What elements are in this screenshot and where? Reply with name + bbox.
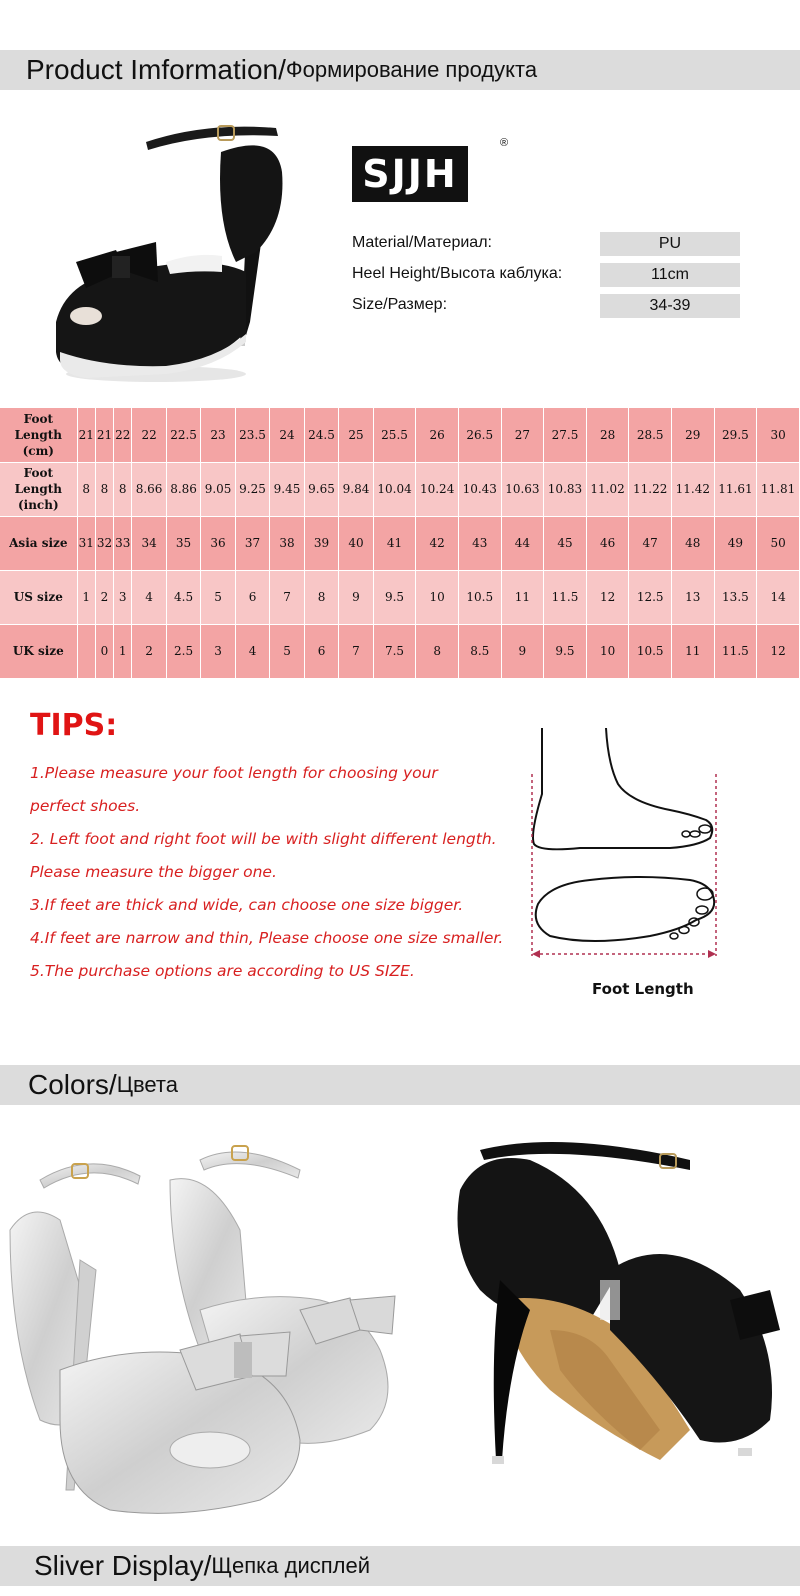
size-table-cell: 8 bbox=[77, 462, 95, 516]
section-header-silver-display bbox=[0, 1546, 800, 1586]
size-table-row-header: UK size bbox=[0, 624, 77, 678]
size-table-cell: 9.65 bbox=[304, 462, 338, 516]
tips-title: TIPS: bbox=[30, 708, 118, 743]
product-image-black-sandal bbox=[46, 112, 296, 390]
size-table-cell: 22 bbox=[132, 408, 166, 462]
spec-label: Material/Материал: bbox=[352, 234, 492, 251]
product-image-black-sandal-back bbox=[440, 1130, 790, 1530]
section-title-en: Product Imformation/ bbox=[26, 54, 286, 85]
size-table-cell: 2 bbox=[95, 570, 113, 624]
size-table-cell: 9.5 bbox=[373, 570, 416, 624]
size-table-cell: 10.63 bbox=[501, 462, 544, 516]
section-title-ru: Формирование продукта bbox=[285, 57, 538, 82]
size-table-cell: 23 bbox=[201, 408, 235, 462]
tip-line: perfect shoes. bbox=[30, 797, 141, 815]
size-table-cell: 8 bbox=[304, 570, 338, 624]
section-title-ru: Щепка дисплей bbox=[211, 1553, 371, 1578]
size-table-cell: 41 bbox=[373, 516, 416, 570]
size-table-cell: 26 bbox=[416, 408, 459, 462]
size-table-cell: 38 bbox=[270, 516, 304, 570]
size-table-cell: 9.45 bbox=[270, 462, 304, 516]
section-title-ru: Цвета bbox=[116, 1072, 178, 1097]
foot-length-diagram bbox=[520, 724, 740, 1004]
tip-line: 1.Please measure your foot length for choosing your bbox=[30, 764, 438, 782]
size-table-cell: 37 bbox=[235, 516, 269, 570]
size-table-cell: 25.5 bbox=[373, 408, 416, 462]
size-table-cell: 27 bbox=[501, 408, 544, 462]
size-table-cell bbox=[77, 624, 95, 678]
size-table-cell: 9.05 bbox=[201, 462, 235, 516]
section-header-colors bbox=[0, 1065, 800, 1105]
spec-label: Size/Размер: bbox=[352, 296, 448, 313]
size-table-cell: 45 bbox=[544, 516, 587, 570]
size-table-cell: 23.5 bbox=[235, 408, 269, 462]
size-table-cell: 13 bbox=[672, 570, 715, 624]
size-table-cell: 8.5 bbox=[458, 624, 501, 678]
size-table-cell: 10.5 bbox=[629, 624, 672, 678]
size-table-cell: 49 bbox=[714, 516, 757, 570]
size-chart-table bbox=[0, 408, 800, 679]
size-table-cell: 39 bbox=[304, 516, 338, 570]
size-table-cell: 24.5 bbox=[304, 408, 338, 462]
size-table-cell: 10.24 bbox=[416, 462, 459, 516]
size-table-cell: 48 bbox=[672, 516, 715, 570]
size-table-cell: 10 bbox=[586, 624, 629, 678]
size-table-cell: 35 bbox=[166, 516, 200, 570]
size-table-cell: 27.5 bbox=[544, 408, 587, 462]
size-table-cell: 7 bbox=[270, 570, 304, 624]
tip-line: 2. Left foot and right foot will be with slight different length. bbox=[30, 830, 497, 848]
size-table-cell: 11.42 bbox=[672, 462, 715, 516]
size-table-row-header: Foot Length (inch) bbox=[0, 462, 77, 516]
size-table-cell: 2.5 bbox=[166, 624, 200, 678]
size-table-cell: 42 bbox=[416, 516, 459, 570]
size-table-cell: 9.25 bbox=[235, 462, 269, 516]
size-table-cell: 47 bbox=[629, 516, 672, 570]
size-table-cell: 3 bbox=[201, 624, 235, 678]
section-title-en: Colors/ bbox=[28, 1069, 117, 1100]
size-table-cell: 4 bbox=[132, 570, 166, 624]
size-table-cell: 6 bbox=[304, 624, 338, 678]
product-image-silver-sandals bbox=[0, 1120, 430, 1530]
size-table-cell: 7 bbox=[339, 624, 373, 678]
spec-label: Heel Height/Высота каблука: bbox=[352, 265, 563, 282]
spec-value: 34-39 bbox=[600, 294, 740, 318]
size-table-cell: 44 bbox=[501, 516, 544, 570]
size-table-cell: 36 bbox=[201, 516, 235, 570]
size-table-cell: 30 bbox=[757, 408, 800, 462]
spec-row-size bbox=[352, 294, 744, 318]
spec-row-heel-height bbox=[352, 263, 744, 287]
size-table-cell: 10.43 bbox=[458, 462, 501, 516]
size-table-cell: 40 bbox=[339, 516, 373, 570]
size-table-row bbox=[0, 624, 800, 678]
size-table-cell: 9 bbox=[339, 570, 373, 624]
section-title-en: Sliver Display/ bbox=[34, 1550, 212, 1581]
size-table-cell: 4.5 bbox=[166, 570, 200, 624]
size-table-cell: 8 bbox=[416, 624, 459, 678]
section-header-product-info bbox=[0, 50, 800, 90]
size-table-cell: 25 bbox=[339, 408, 373, 462]
size-table-cell: 43 bbox=[458, 516, 501, 570]
size-table-cell: 33 bbox=[114, 516, 132, 570]
foot-length-caption: Foot Length bbox=[592, 980, 694, 998]
size-table-cell: 10.5 bbox=[458, 570, 501, 624]
size-table-cell: 9.84 bbox=[339, 462, 373, 516]
size-table-cell: 3 bbox=[114, 570, 132, 624]
size-table-cell: 31 bbox=[77, 516, 95, 570]
size-table-cell: 11 bbox=[672, 624, 715, 678]
size-table-cell: 6 bbox=[235, 570, 269, 624]
size-table-row-header: Foot Length (cm) bbox=[0, 408, 77, 462]
size-table-cell: 11.81 bbox=[757, 462, 800, 516]
spec-value: 11cm bbox=[600, 263, 740, 287]
size-table-cell: 8 bbox=[114, 462, 132, 516]
size-table-cell: 9 bbox=[501, 624, 544, 678]
size-table-cell: 8 bbox=[95, 462, 113, 516]
size-table-cell: 28.5 bbox=[629, 408, 672, 462]
spec-value: PU bbox=[600, 232, 740, 256]
size-table-cell: 32 bbox=[95, 516, 113, 570]
size-table-cell: 14 bbox=[757, 570, 800, 624]
size-table-cell: 1 bbox=[114, 624, 132, 678]
size-table-cell: 11.22 bbox=[629, 462, 672, 516]
brand-logo-text: SJJH bbox=[362, 152, 458, 196]
spec-row-material bbox=[352, 232, 744, 256]
size-table-cell: 11.5 bbox=[544, 570, 587, 624]
size-table-cell: 10 bbox=[416, 570, 459, 624]
size-table-cell: 24 bbox=[270, 408, 304, 462]
size-table-cell: 11 bbox=[501, 570, 544, 624]
size-table-cell: 11.61 bbox=[714, 462, 757, 516]
size-table-cell: 12 bbox=[757, 624, 800, 678]
size-table-cell: 21 bbox=[95, 408, 113, 462]
size-table-cell: 9.5 bbox=[544, 624, 587, 678]
size-table-cell: 8.86 bbox=[166, 462, 200, 516]
size-table-cell: 10.83 bbox=[544, 462, 587, 516]
size-table-cell: 29 bbox=[672, 408, 715, 462]
size-table-cell: 28 bbox=[586, 408, 629, 462]
size-table-cell: 22.5 bbox=[166, 408, 200, 462]
size-table-cell: 12 bbox=[586, 570, 629, 624]
size-table-cell: 1 bbox=[77, 570, 95, 624]
size-table-cell: 4 bbox=[235, 624, 269, 678]
size-table-cell: 8.66 bbox=[132, 462, 166, 516]
size-table-cell: 29.5 bbox=[714, 408, 757, 462]
size-table-cell: 12.5 bbox=[629, 570, 672, 624]
size-table-cell: 0 bbox=[95, 624, 113, 678]
size-table-row bbox=[0, 462, 800, 516]
size-table-cell: 5 bbox=[201, 570, 235, 624]
size-table-cell: 34 bbox=[132, 516, 166, 570]
size-table-cell: 21 bbox=[77, 408, 95, 462]
tip-line: Please measure the bigger one. bbox=[30, 863, 277, 881]
size-table-row bbox=[0, 516, 800, 570]
size-table-cell: 10.04 bbox=[373, 462, 416, 516]
size-table-cell: 11.02 bbox=[586, 462, 629, 516]
tip-line: 4.If feet are narrow and thin, Please choose one size smaller. bbox=[30, 929, 504, 947]
size-table-cell: 26.5 bbox=[458, 408, 501, 462]
size-table-cell: 5 bbox=[270, 624, 304, 678]
size-table-cell: 13.5 bbox=[714, 570, 757, 624]
size-table-row-header: US size bbox=[0, 570, 77, 624]
size-table-cell: 46 bbox=[586, 516, 629, 570]
size-table-row-header: Asia size bbox=[0, 516, 77, 570]
size-table-cell: 22 bbox=[114, 408, 132, 462]
brand-logo bbox=[352, 146, 468, 202]
size-table-cell: 2 bbox=[132, 624, 166, 678]
size-table-row bbox=[0, 570, 800, 624]
size-table-cell: 7.5 bbox=[373, 624, 416, 678]
size-table-cell: 50 bbox=[757, 516, 800, 570]
tip-line: 3.If feet are thick and wide, can choose one size bigger. bbox=[30, 896, 464, 914]
size-table-row bbox=[0, 408, 800, 462]
size-table-cell: 11.5 bbox=[714, 624, 757, 678]
tip-line: 5.The purchase options are according to US SIZE. bbox=[30, 962, 415, 980]
registered-mark: ® bbox=[500, 137, 509, 149]
